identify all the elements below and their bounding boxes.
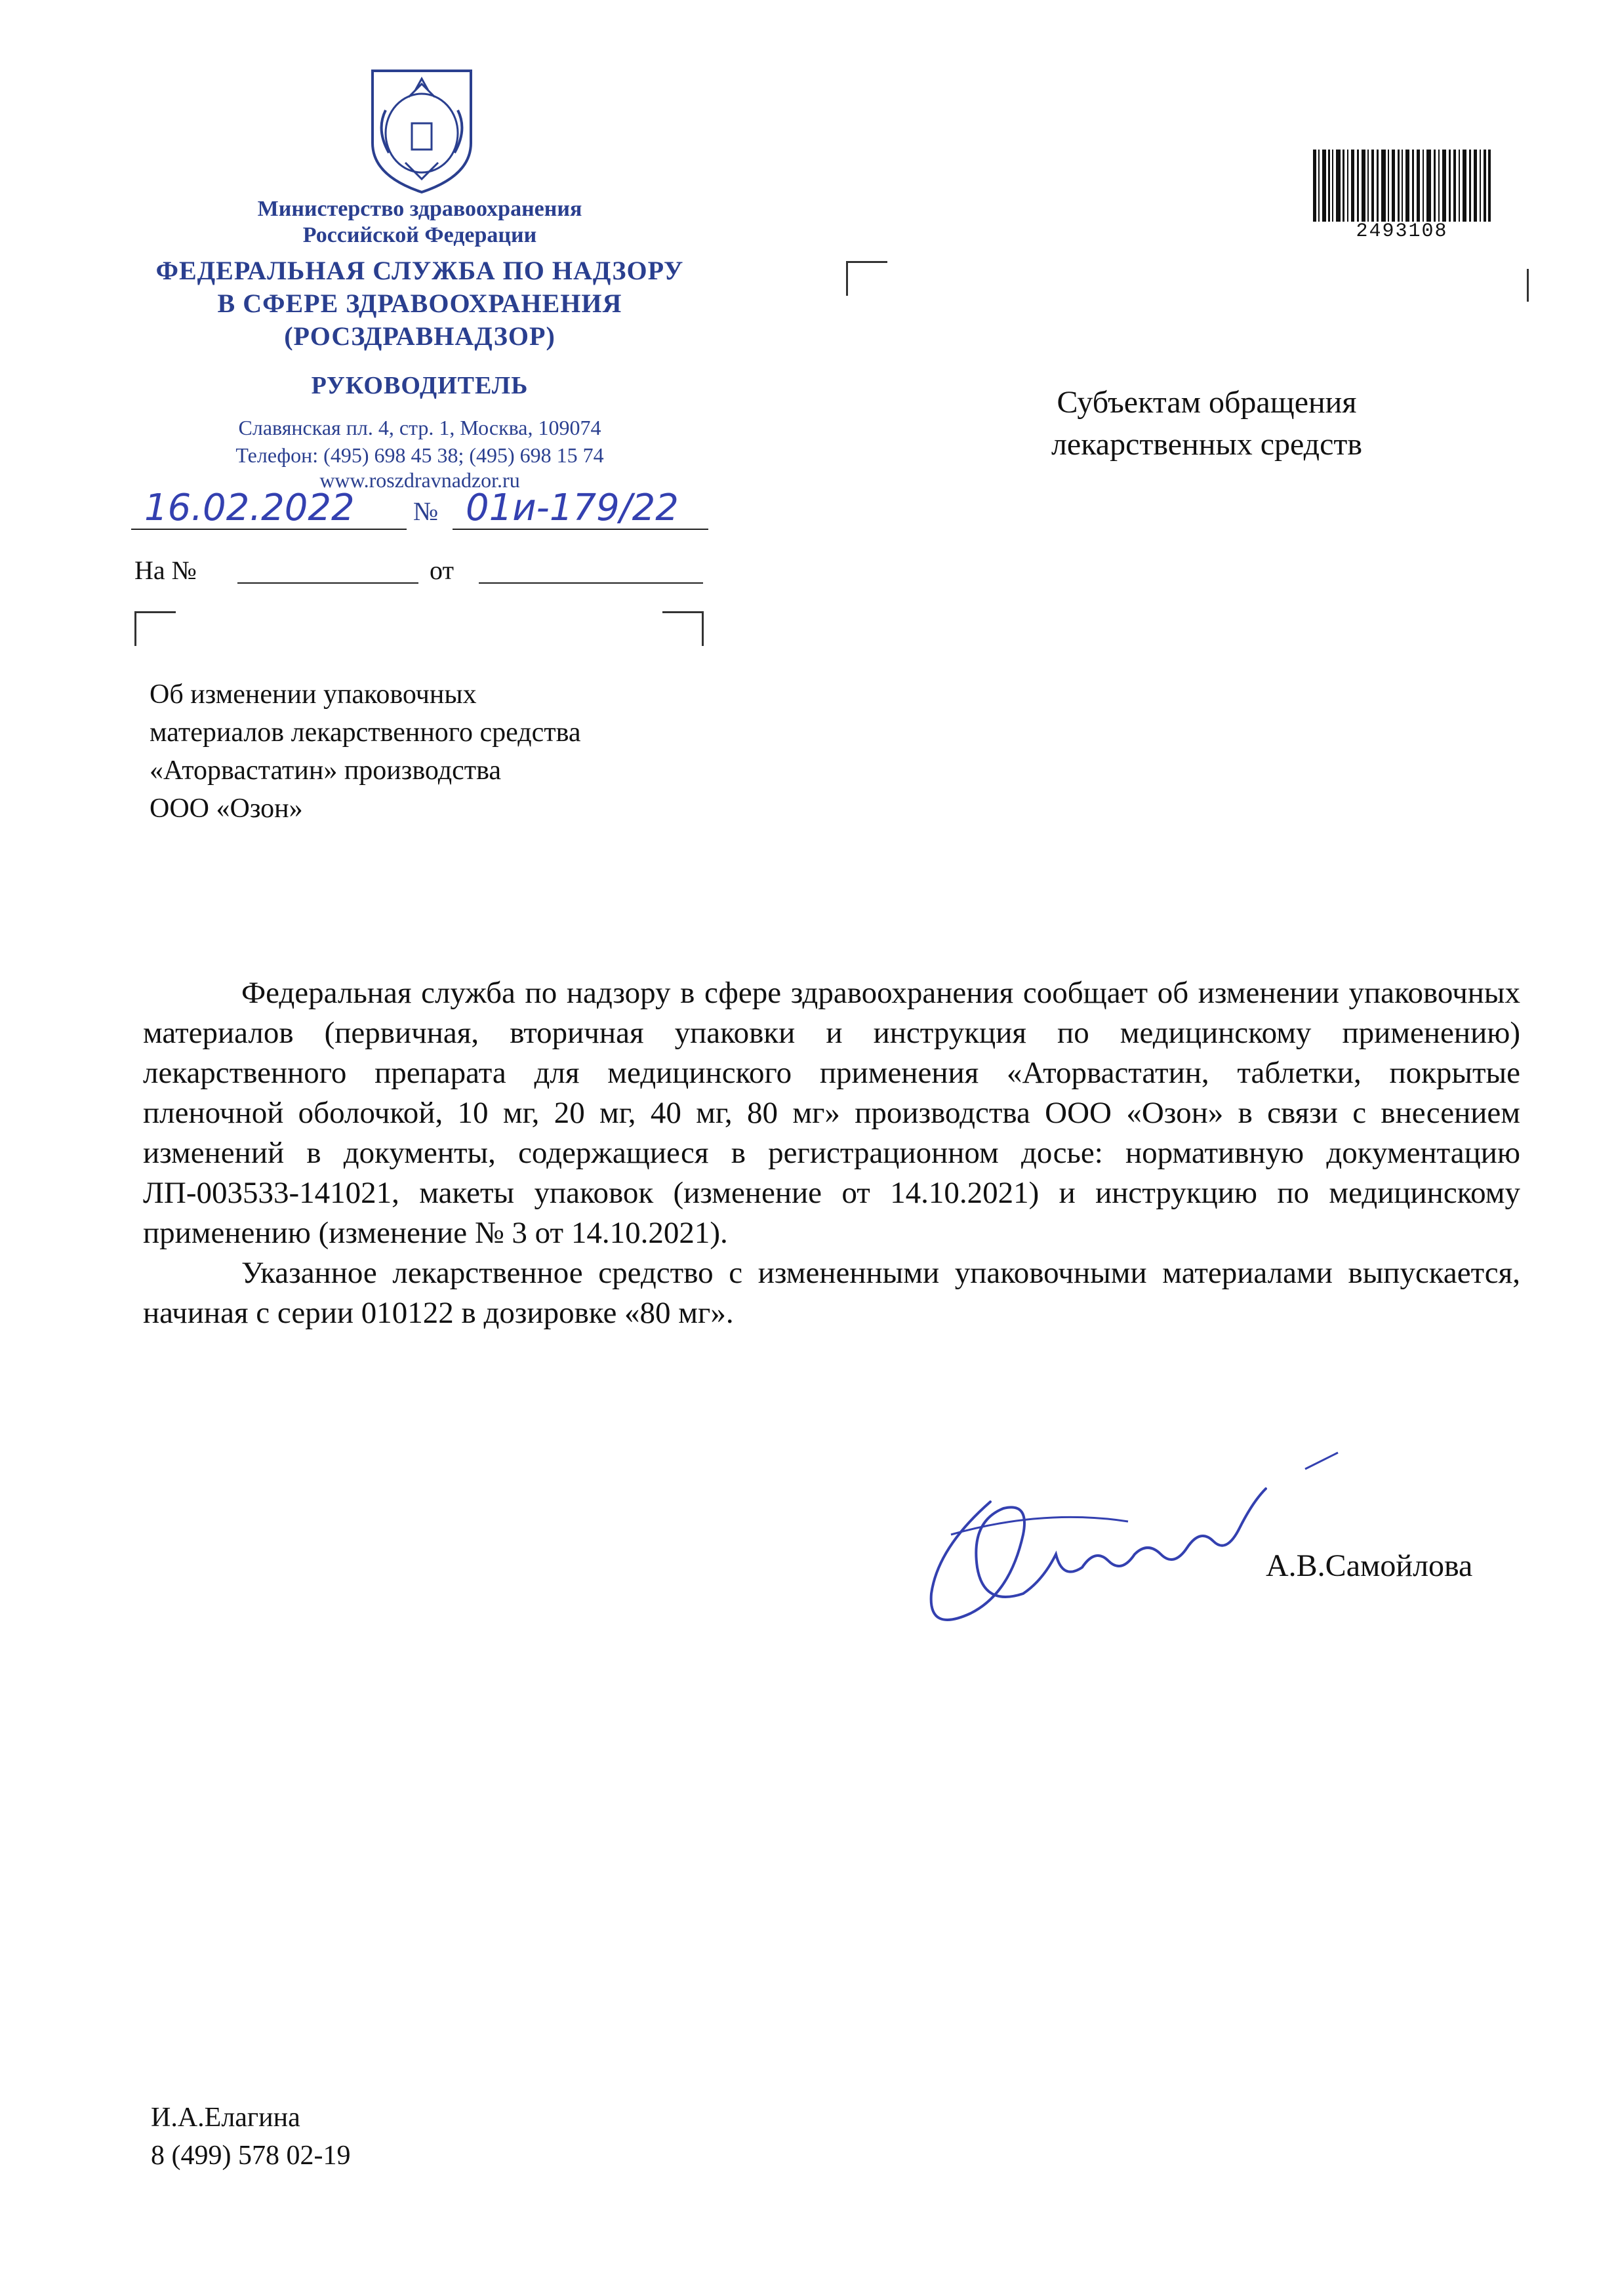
executor-name: И.А.Елагина: [151, 2103, 300, 2133]
agency-name-line1: ФЕДЕРАЛЬНАЯ СЛУЖБА ПО НАДЗОРУ: [155, 256, 684, 285]
phone: Телефон: (495) 698 45 38; (495) 698 15 74: [235, 443, 604, 467]
from-label: от: [430, 555, 454, 585]
agency-name-line2: В СФЕРЕ ЗДРАВООХРАНЕНИЯ: [217, 289, 622, 318]
subject-line2: материалов лекарственного средства: [150, 717, 581, 748]
ministry-name-line2: Российской Федерации: [302, 223, 537, 247]
subject-line1: Об изменении упаковочных: [150, 679, 477, 710]
reply-to-number-line: [237, 582, 418, 584]
subject-bracket-right: [662, 611, 704, 646]
executor: [151, 2099, 350, 2175]
registration-number: 01и-179/22: [466, 487, 679, 529]
body-paragraph-2: Указанное лекарственное средство с измененными упаковочными материалами выпускается, начиная с серии 010122 в дозировке «80 мг».: [143, 1256, 1520, 1330]
subject: [150, 675, 740, 828]
signer-name: А.В.Самойлова: [1266, 1548, 1473, 1583]
body-paragraph-1: Федеральная служба по надзору в сфере здравоохранения сообщает об изменении упаковочных материалов (первичная, вторичная упаковки и инструкция по медицинскому применению) лекарственного препарата для медицинского применения «Аторвастатин, таблетки, покрытые пленочной оболочкой, 10 мг, 20 мг, 40 мг, 80 мг» производства ООО «Озон» в связи с внесением изменений в документы, содержащиеся в регистрационном досье: нормативную документацию ЛП-003533-141021, макеты упаковок (изменение от 14.10.2021) и инструкцию по медицинскому применению (изменение № 3 от 14.10.2021).: [143, 976, 1520, 1250]
subject-line4: ООО «Озон»: [150, 794, 303, 824]
subject-bracket-left: [134, 611, 176, 646]
address: Славянская пл. 4, стр. 1, Москва, 109074: [238, 416, 601, 439]
executor-phone: 8 (499) 578 02-19: [151, 2141, 351, 2171]
recipient: [951, 382, 1463, 466]
registration-date: 16.02.2022: [144, 487, 355, 529]
number-sign: №: [413, 496, 439, 526]
reply-to-label: На №: [134, 555, 197, 585]
recipient-line1: Субъектам обращения: [1057, 385, 1357, 420]
head-title: РУКОВОДИТЕЛЬ: [311, 372, 529, 399]
number-field: [453, 487, 708, 530]
date-field: [131, 487, 407, 530]
recipient-bracket-left: [846, 261, 887, 296]
ministry-name-line1: Министерство здравоохранения: [257, 197, 582, 221]
handwritten-signature: [912, 1449, 1371, 1640]
recipient-bracket-right: [1527, 269, 1529, 302]
coat-of-arms-emblem: [359, 64, 484, 195]
agency-name-line3: (РОСЗДРАВНАДЗОР): [284, 321, 556, 351]
barcode: [1312, 150, 1492, 222]
subject-line3: «Аторвастатин» производства: [150, 755, 501, 786]
recipient-line2: лекарственных средств: [1051, 427, 1363, 462]
website: www.roszdravnadzor.ru: [319, 468, 520, 492]
barcode-number: 2493108: [1356, 220, 1448, 243]
from-date-line: [479, 582, 703, 584]
letter-body: [143, 973, 1520, 1333]
